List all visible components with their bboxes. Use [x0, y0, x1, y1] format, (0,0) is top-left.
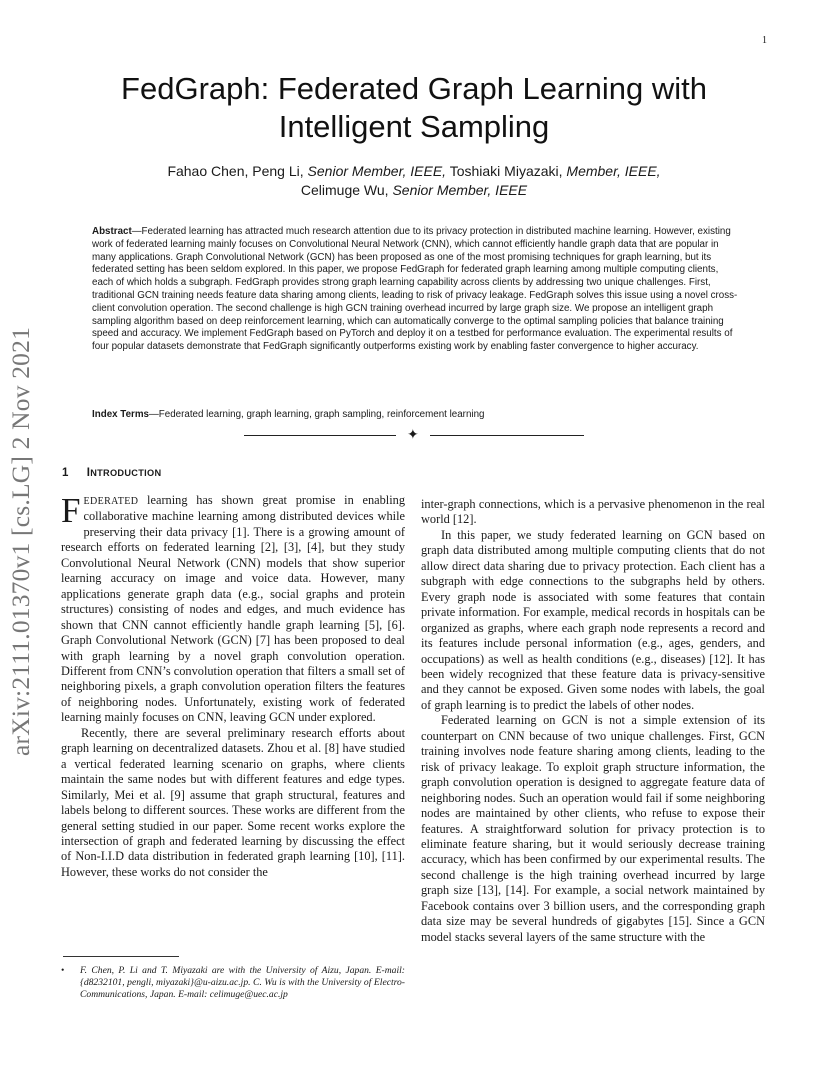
index-terms — [92, 409, 738, 422]
footnote-rule — [63, 956, 179, 957]
paragraph-text: learning has shown great promise in enabling collaborative machine learning among distributed devices while preserving their data privacy [1]. There is a growing amount of research efforts on federated learning [2], [3], [4], but they study Convolutional Neural Network (CNN) models that show superior learning accuracy on image and voice data. However, many applications generate graph data (e.g., social graphs and protein structures) consisting of nodes and edges, and much evidence has shown that CNN cannot efficiently handle graph learning [5], [6]. Graph Convolutional Network (GCN) [7] has been proposed to deal with graph learning by a novel graph convolution operation. Different from CNN’s convolution operation that filters a small set of neighboring pixels, a graph convolution operation filters the features of neighboring nodes. Unfortunately, existing work of federated learning mainly focuses on CNN, leaving GCN under explored. — [61, 493, 405, 725]
author-affiliation: Senior Member, IEEE, — [307, 163, 447, 179]
index-terms-label: Index Terms — [92, 409, 149, 420]
body-paragraph — [61, 493, 405, 726]
footnote-text: F. Chen, P. Li and T. Miyazaki are with the University of Aizu, Japan. E-mail: {d8232101, pengli, miyazaki}@u-aizu.ac.jp. C. Wu is with the University of Electro-Communications, Japan. E-mail: celimuge@uec.ac.jp — [80, 965, 405, 1001]
body-paragraph: inter-graph connections, which is a pervasive phenomenon in the real world [12]. — [421, 497, 765, 527]
author-list — [60, 162, 768, 200]
author-names: Fahao Chen, Peng Li, — [167, 163, 308, 179]
body-column-right — [421, 497, 765, 945]
drop-cap: F — [61, 491, 81, 530]
abstract — [92, 226, 738, 354]
footnote-bullet-icon: • — [61, 965, 65, 976]
author-affiliation: Senior Member, IEEE — [392, 182, 528, 198]
section-title-rest: NTRODUCTION — [90, 468, 162, 478]
author-names: Celimuge Wu, — [300, 182, 393, 198]
index-terms-text: —Federated learning, graph learning, graph sampling, reinforcement learning — [149, 409, 485, 420]
author-affiliation: Member, IEEE, — [566, 163, 661, 179]
abstract-label: Abstract — [92, 226, 132, 237]
separator-star-icon: ✦ — [407, 427, 419, 443]
section-heading-introduction — [62, 467, 161, 479]
abstract-text: —Federated learning has attracted much research attention due to its privacy protection in distributed machine learning. However, existing work of federated learning mainly focuses on Convolutional Neural Network (CNN), which cannot efficiently handle graph data that are popular in many applications. Graph Convolutional Network (GCN) has been proposed as one of the most promising techniques for graph learning, but its federated setting has been seldom explored. In this paper, we propose FedGraph for federated graph learning among multiple computing clients, each of which holds a subgraph. FedGraph provides strong graph learning capability across clients by addressing two unique challenges. First, traditional GCN training needs feature data sharing among clients, leading to risk of privacy leakage. FedGraph solves this issue using a novel cross-client convolution operation. The second challenge is high GCN training overhead incurred by large graph size. We propose an intelligent graph sampling algorithm based on deep reinforcement learning, which can automatically converge to the optimal sampling policies that balance training speed and accuracy. We implement FedGraph based on PyTorch and deploy it on a testbed for performance evaluation. The experimental results of four popular datasets demonstrate that FedGraph significantly outperforms existing work by enabling faster convergence to higher accuracy. — [92, 226, 738, 353]
body-column-left — [61, 493, 405, 880]
body-paragraph: Recently, there are several preliminary research efforts about graph learning on decentralized datasets. Zhou et al. [8] have studied a vertical federated learning scenario on graphs, where clients maintain the same nodes but with different features and edge types. Similarly, Mei et al. [9] assume that graph structural, features and labels belong to different sources. These works are different from the general setting studied in our paper. Some recent works explore the intersection of graph and federated learning by discussing the effect of Non-I.I.D data distribution in federated graph learning [10], [11]. However, these works do not consider the — [61, 725, 405, 879]
section-number: 1 — [62, 467, 69, 479]
author-names: Toshiaki Miyazaki, — [446, 163, 567, 179]
paper-title: FedGraph: Federated Graph Learning with Intelligent Sampling — [121, 71, 707, 144]
section-title-initial: I — [86, 467, 91, 479]
page-number: 1 — [762, 35, 767, 46]
section-separator — [244, 427, 584, 443]
first-word-smallcaps: EDERATED — [83, 496, 139, 507]
separator-rule-right — [430, 435, 584, 436]
author-line-1 — [60, 162, 768, 181]
author-line-2 — [60, 181, 768, 200]
arxiv-identifier-stamp: arXiv:2111.01370v1 [cs.LG] 2 Nov 2021 — [6, 326, 35, 756]
body-paragraph: In this paper, we study federated learning on GCN based on graph data distributed among multiple computing clients that do not allow direct data sharing due to privacy protection. Each client has a subgraph with edge connections to the subgraphs held by others. Every graph node is associated with some features that contain private information. For example, medical records in hospitals can be organized as graphs, where each graph node represents a record and its features include personal information (e.g., ages, genders, and occupations) as well as health conditions (e.g., diseases) [12]. It has been widely recognized that these feature data is privacy-sensitive and they cannot be exposed. Given some nodes with labels, the goal of graph learning is to predict the labels of other nodes. — [421, 527, 765, 712]
separator-rule-left — [244, 435, 396, 436]
footnote — [61, 965, 405, 1002]
body-paragraph: Federated learning on GCN is not a simple extension of its counterpart on CNN because of two unique challenges. First, GCN training involves node feature sharing among clients, leading to the risk of privacy leakage. To exploit graph structure information, the graph convolution operation is designed to aggregate feature data of neighboring nodes. Such an operation would fail if some neighboring nodes are maintained by other clients, who refuse to expose their features. A straightforward solution for privacy protection is to eliminate feature sharing, but it would seriously decrease training accuracy, which has been confirmed by our experimental results. The second challenge is the high training overhead incurred by large graph size [13], [14]. For example, a social network maintained by Facebook contains over 3 billion users, and the corresponding graph data size may be several hundreds of gigabytes [15]. Since a GCN model stacks several layers of the same structure with the — [421, 713, 765, 944]
